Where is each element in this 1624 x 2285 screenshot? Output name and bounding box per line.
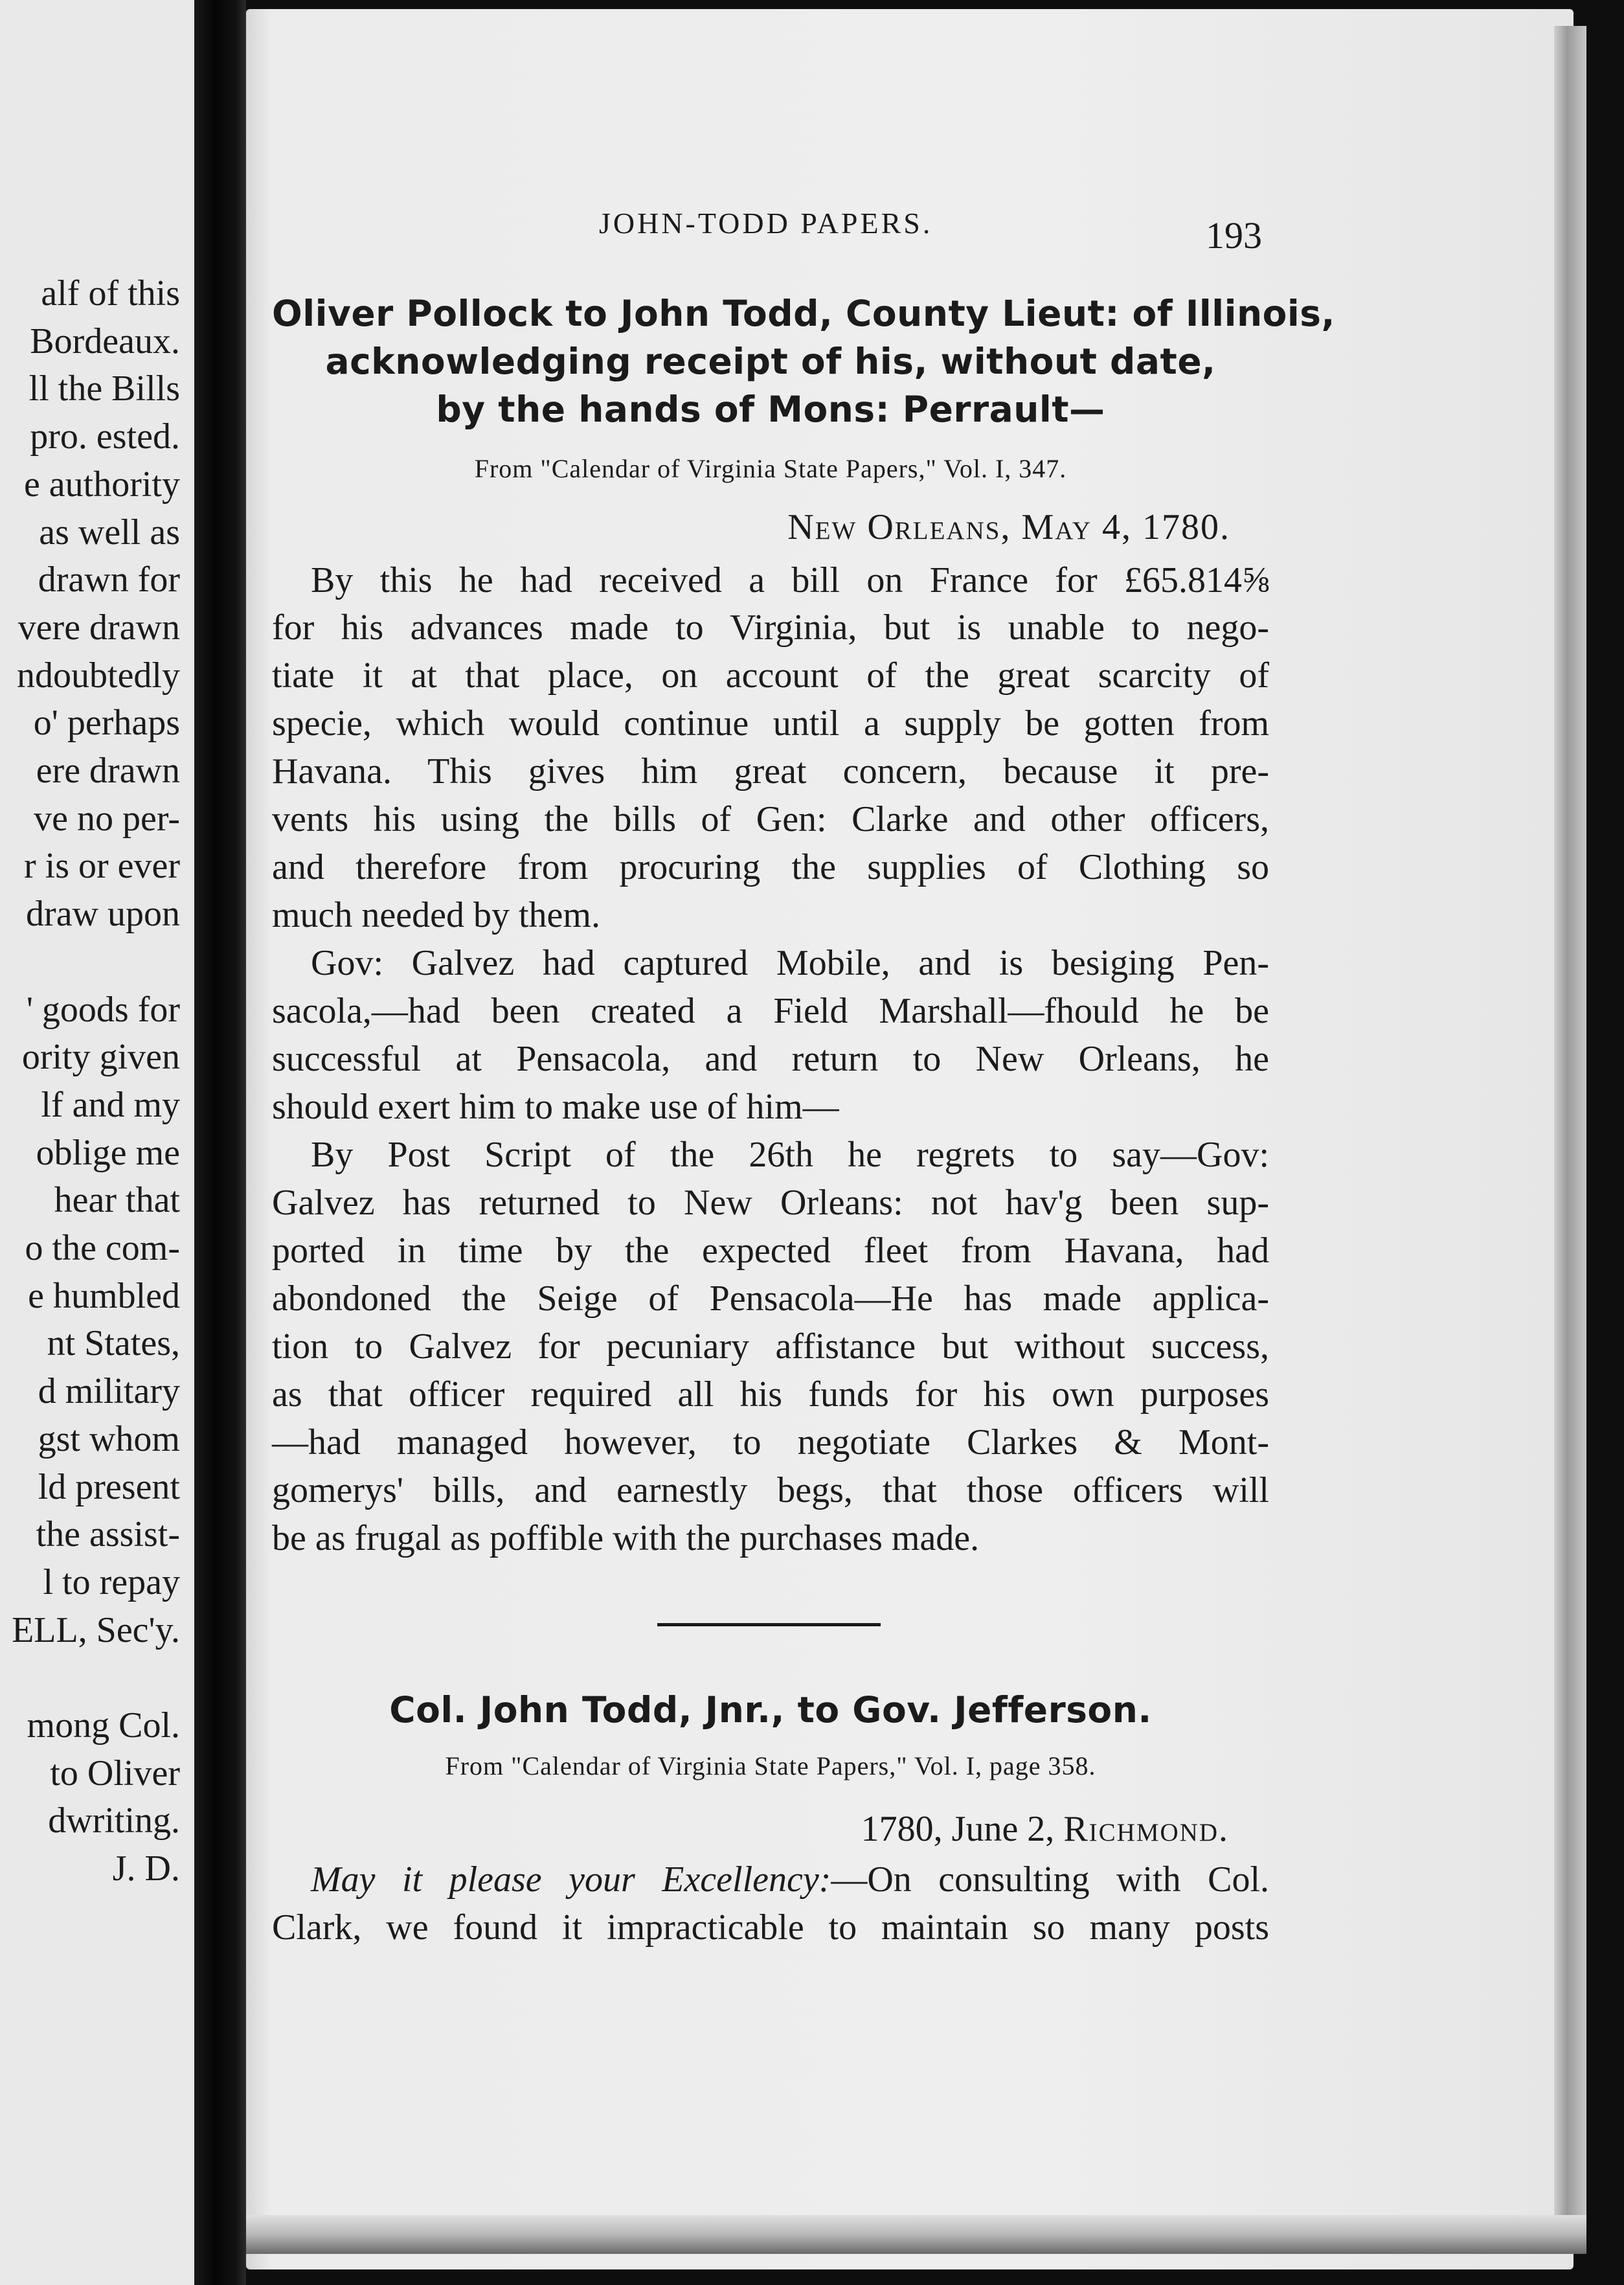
letter2-line-2: Clark, we found it impracticable to maintain so many posts — [272, 1907, 1269, 1948]
left-page-fragment: dwriting. — [48, 1801, 180, 1841]
left-page-fragment: nt States, — [47, 1323, 180, 1363]
p2-line-1: Gov: Galvez had captured Mobile, and is besiging Pen- — [311, 943, 1269, 983]
p1-line-3: tiate it at that place, on account of the great scarcity of — [272, 655, 1269, 696]
letter1-heading-line-3: by the hands of Mons: Perrault— — [436, 389, 1105, 430]
left-page-fragment: d military — [38, 1371, 180, 1411]
left-page-fragment: ELL, Sec'y. — [12, 1610, 180, 1650]
left-page-fragment: pro. ested. — [30, 416, 180, 457]
left-page-fragment: hear that — [54, 1180, 180, 1220]
left-page-fragment: as well as — [39, 512, 180, 552]
left-page-fragment: mong Col. — [27, 1705, 180, 1745]
left-page-fragment: ve no per- — [34, 799, 180, 839]
p2-line-2: sacola,—had been created a Field Marshall—fhould he be — [272, 991, 1269, 1031]
p3-line-9: be as frugal as poffible with the purchases made. — [272, 1518, 980, 1558]
letter2-dateline-place: Richmond. — [1063, 1809, 1229, 1849]
left-page-fragment: e humbled — [28, 1276, 180, 1316]
letter2-line-1 — [311, 1861, 1269, 1898]
p3-line-1: By Post Script of the 26th he regrets to say—Gov: — [311, 1135, 1269, 1175]
letter2-salutation: May it please your Excellency: — [311, 1859, 831, 1900]
left-page-fragment: gst whom — [38, 1419, 180, 1459]
left-page-fragment: e authority — [23, 464, 180, 505]
left-page-fragment: l to repay — [43, 1562, 180, 1602]
p3-line-4: abondoned the Seige of Pensacola—He has made applica- — [272, 1279, 1269, 1319]
letter2-dateline — [861, 1808, 1229, 1850]
p1-line-2: for his advances made to Virginia, but is unable to nego- — [272, 608, 1269, 648]
left-page-fragment: ' goods for — [26, 990, 180, 1030]
left-page-fragment: alf of this — [41, 273, 180, 313]
letter1-heading-line-2: acknowledging receipt of his, without date, — [325, 341, 1216, 382]
p3-line-7: —had managed however, to negotiate Clarkes & Mont- — [272, 1422, 1269, 1462]
left-page-fragment: ority given — [21, 1037, 180, 1077]
p1-line-8: much needed by them. — [272, 895, 600, 935]
p1-line-5: Havana. This gives him great concern, because it pre- — [272, 751, 1269, 791]
p1-line-1: By this he had received a bill on France for £65.814⅝ — [311, 560, 1269, 600]
left-page-fragment: lf and my — [41, 1085, 180, 1125]
letter2-line-1-rest: —On consulting with Col. — [831, 1859, 1270, 1900]
left-page-fragment: oblige me — [36, 1133, 180, 1173]
left-page-fragment: the assist- — [36, 1514, 180, 1554]
p2-line-4: should exert him to make use of him— — [272, 1087, 839, 1127]
page-edge-bottom — [246, 2215, 1586, 2254]
p1-line-7: and therefore from procuring the supplies of Clothing so — [272, 847, 1269, 887]
left-page-fragment: ndoubtedly — [17, 655, 180, 696]
letter2-heading: Col. John Todd, Jnr., to Gov. Jefferson. — [389, 1689, 1152, 1731]
page-edge-right — [1554, 26, 1586, 2241]
p1-line-4: specie, which would continue until a supply be gotten from — [272, 703, 1269, 744]
letter1-source: From "Calendar of Virginia State Papers," Vol. I, 347. — [474, 454, 1067, 483]
letter1-heading-line-1: Oliver Pollock to John Todd, County Lieut: of Illinois, — [272, 293, 1335, 334]
p2-line-3: successful at Pensacola, and return to New Orleans, he — [272, 1039, 1269, 1079]
left-facing-page — [0, 0, 194, 2285]
left-page-fragment: J. D. — [112, 1848, 180, 1889]
p3-line-3: ported in time by the expected fleet from Havana, had — [272, 1231, 1269, 1271]
p3-line-2: Galvez has returned to New Orleans: not hav'g been sup- — [272, 1183, 1269, 1223]
left-page-fragment: ere drawn — [36, 751, 180, 791]
book-gutter — [194, 0, 246, 2285]
left-page-fragment: drawn for — [38, 560, 180, 600]
letter1-dateline: New Orleans, May 4, 1780. — [787, 507, 1230, 547]
left-page-fragment: vere drawn — [17, 608, 180, 648]
left-page-fragment: o' perhaps — [33, 703, 180, 743]
p1-line-6: vents his using the bills of Gen: Clarke and other officers, — [272, 799, 1269, 839]
running-head: JOHN-TODD PAPERS. — [599, 207, 933, 240]
letter2-dateline-date: 1780, June 2, — [861, 1809, 1064, 1849]
p3-line-5: tion to Galvez for pecuniary affistance but without success, — [272, 1326, 1269, 1367]
section-divider — [657, 1623, 881, 1626]
left-page-fragment: to Oliver — [50, 1753, 180, 1793]
left-page-fragment: draw upon — [26, 894, 180, 934]
left-page-fragment: ld present — [38, 1467, 180, 1507]
left-page-fragment: r is or ever — [23, 846, 180, 886]
left-page-fragment: ll the Bills — [28, 369, 180, 409]
left-page-fragment: o the com- — [25, 1228, 180, 1268]
left-page-fragment: Bordeaux. — [30, 321, 180, 361]
page-number: 193 — [1206, 214, 1262, 256]
p3-line-8: gomerys' bills, and earnestly begs, that those officers will — [272, 1470, 1269, 1510]
letter2-source: From "Calendar of Virginia State Papers," Vol. I, page 358. — [445, 1751, 1096, 1780]
p3-line-6: as that officer required all his funds for his own purposes — [272, 1374, 1269, 1415]
